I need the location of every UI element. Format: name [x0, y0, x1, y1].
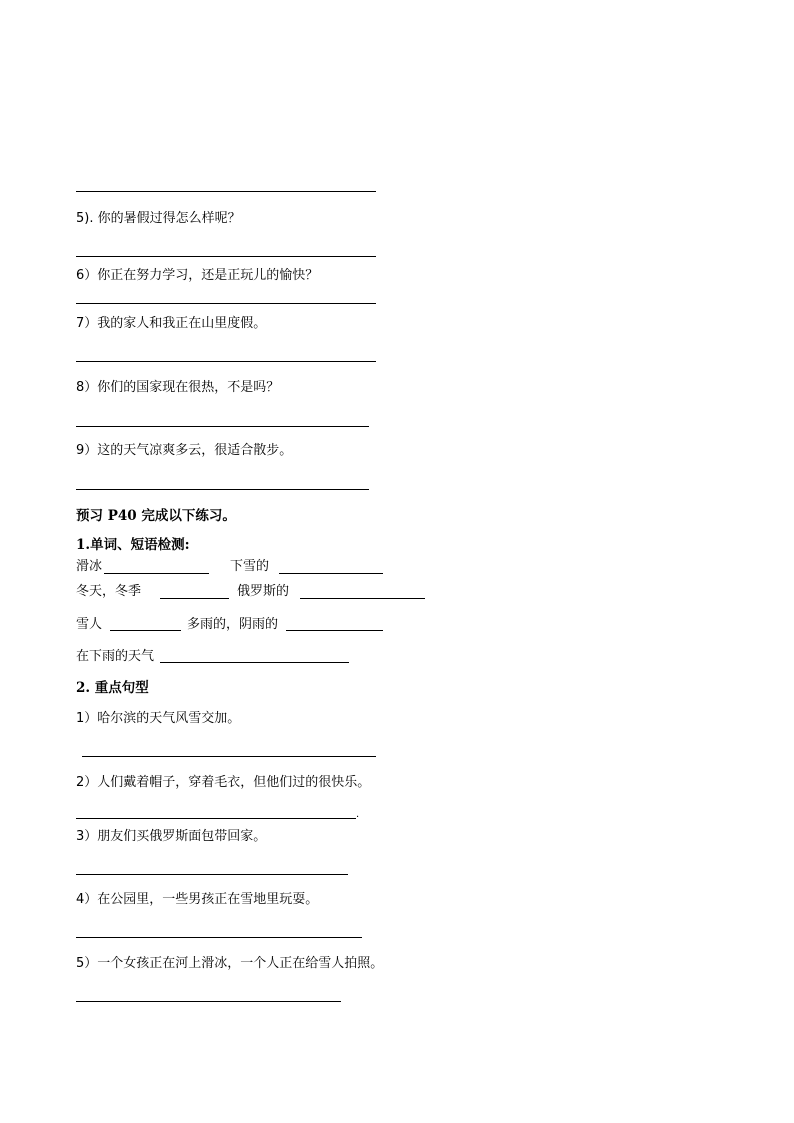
question-9: 9）这的天气凉爽多云，很适合散步。 — [76, 443, 293, 458]
vocab-heading: 1.单词、短语检测: — [76, 537, 190, 553]
answer-line-4[interactable] — [76, 191, 376, 192]
answer-line-7[interactable] — [76, 361, 376, 362]
sentence-1-line[interactable] — [82, 756, 376, 757]
vocab-in-rain-line[interactable] — [160, 662, 349, 663]
vocab-winter: 冬天，冬季 — [76, 584, 142, 599]
question-5: 5). 你的暑假过得怎么样呢？ — [76, 211, 241, 226]
vocab-russian: 俄罗斯的 — [237, 584, 290, 599]
sentence-3: 3）朋友们买俄罗斯面包带回家。 — [76, 829, 267, 844]
question-7: 7）我的家人和我正在山里度假。 — [76, 316, 267, 331]
sentence-1: 1）哈尔滨的天气风雪交加。 — [76, 711, 241, 726]
vocab-snow-line[interactable] — [279, 573, 383, 574]
sentence-5-line[interactable] — [76, 1001, 341, 1002]
vocab-snowman: 雪人 — [76, 617, 103, 632]
vocab-skate-line[interactable] — [104, 573, 209, 574]
question-8: 8）你们的国家现在很热，不是吗？ — [76, 380, 280, 395]
vocab-snowman-line[interactable] — [110, 630, 181, 631]
answer-line-5[interactable] — [76, 256, 376, 257]
vocab-snow: 下雪的 — [230, 559, 270, 574]
sentence-3-line[interactable] — [76, 874, 348, 875]
vocab-rainy: 多雨的，阴雨的 — [187, 617, 279, 632]
vocab-in-rain: 在下雨的天气 — [76, 649, 155, 664]
sentences-heading: 2. 重点句型 — [76, 680, 149, 696]
answer-line-6[interactable] — [76, 303, 376, 304]
sentence-4-line[interactable] — [76, 937, 362, 938]
sentence-4: 4）在公园里，一些男孩正在雪地里玩耍。 — [76, 892, 319, 907]
sentence-2-period: . — [356, 809, 360, 820]
vocab-russian-line[interactable] — [300, 598, 425, 599]
vocab-winter-line[interactable] — [160, 598, 229, 599]
answer-line-8[interactable] — [76, 426, 369, 427]
vocab-skate: 滑冰 — [76, 559, 103, 574]
sentence-2: 2）人们戴着帽子，穿着毛衣，但他们过的很快乐。 — [76, 775, 371, 790]
sentence-2-line[interactable] — [76, 818, 356, 819]
preview-title: 预习 P40 完成以下练习。 — [76, 508, 236, 524]
sentence-5: 5）一个女孩正在河上滑冰，一个人正在给雪人拍照。 — [76, 956, 384, 971]
question-6: 6）你正在努力学习，还是正玩儿的愉快？ — [76, 268, 319, 283]
answer-line-9[interactable] — [76, 489, 369, 490]
vocab-rainy-line[interactable] — [286, 630, 383, 631]
